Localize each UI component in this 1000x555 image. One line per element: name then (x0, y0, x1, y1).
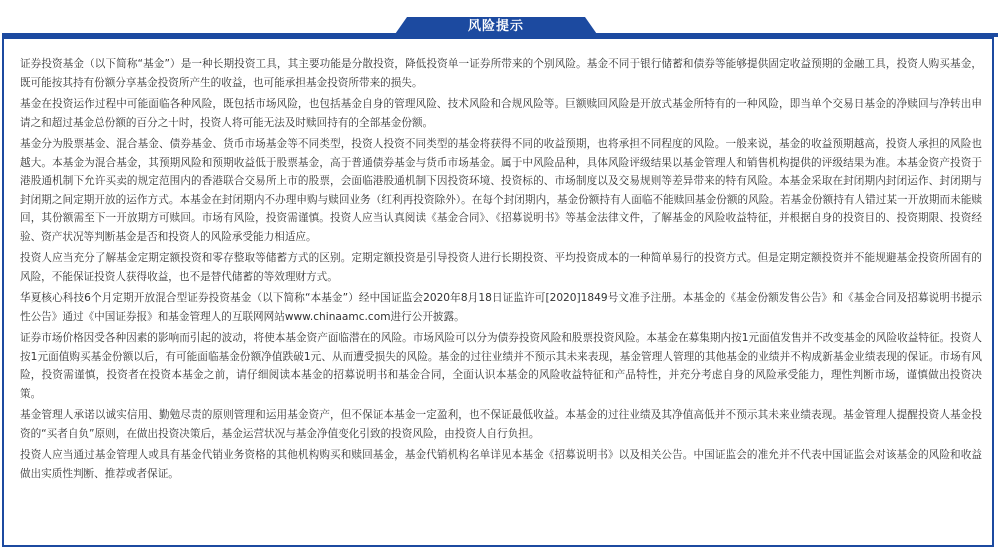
paragraph-fund-intro: 证券投资基金（以下简称“基金”）是一种长期投资工具，其主要功能是分散投资，降低投资单一证券所带来的个别风险。基金不同于银行储蓄和债券等能够提供固定收益预期的金融工具，投资人购买基金，既可能按其持有份额分享基金投资所产生的收益，也可能承担基金投资所带来的损失。 (20, 58, 982, 89)
paragraph-market-risk: 证券市场价格因受各种因素的影响而引起的波动，将使本基金资产面临潜在的风险。市场风险可以分为债券投资风险和股票投资风险。本基金在募集期内按1元面值发售并不改变基金的风险收益特征。投资人按1元面值购买基金份额以后，有可能面临基金份额净值跌破1元、从而遭受损失的风险。基金的过往业绩并不预示其未来表现，基金管理人管理的其他基金的业绩并不构成新基金业绩表现的保证。市场有风险，投资需谨慎，投资者在投资本基金之前，请仔细阅读本基金的招募说明书和基金合同，全面认识本基金的风险收益特征和产品特性，并充分考虑自身的风险承受能力，理性判断市场，谨慎做出投资决策。 (20, 332, 982, 400)
paragraph-manager-commitment: 基金管理人承诺以诚实信用、勤勉尽责的原则管理和运用基金资产，但不保证本基金一定盈利，也不保证最低收益。本基金的过往业绩及其净值高低并不预示其未来业绩表现。基金管理人提醒投资人基金投资的“买者自负”原则，在做出投资决策后，基金运营状况与基金净值变化引致的投资风险，由投资人自行负担。 (20, 409, 982, 440)
risk-notice-title: 风险提示 (467, 19, 524, 34)
paragraph-operation-risk: 基金在投资运作过程中可能面临各种风险，既包括市场风险，也包括基金自身的管理风险、技术风险和合规风险等。巨额赎回风险是开放式基金所特有的一种风险，即当单个交易日基金的净赎回与净转出申请之和超过基金总份额的百分之十时，投资人将可能无法及时赎回持有的全部基金份额。 (20, 98, 982, 129)
paragraph-purchase-channels: 投资人应当通过基金管理人或具有基金代销业务资格的其他机构购买和赎回基金，基金代销机构名单详见本基金《招募说明书》以及相关公告。中国证监会的准允并不代表中国证监会对该基金的风险和收益做出实质性判断、推荐或者保证。 (20, 449, 982, 480)
paragraph-registration: 华夏核心科技6个月定期开放混合型证券投资基金（以下简称“本基金”）经中国证监会2020年8月18日证监许可[2020]1849号文准予注册。本基金的《基金份额发售公告》和《基金合同及招募说明书提示性公告》通过《中国证券报》和基金管理人的互联网网站www.chinaamc.com进行公开披露。 (20, 292, 982, 323)
risk-notice-tab (393, 17, 599, 37)
paragraph-fixed-investment: 投资人应当充分了解基金定期定额投资和零存整取等储蓄方式的区别。定期定额投资是引导投资人进行长期投资、平均投资成本的一种简单易行的投资方式。但是定期定额投资并不能规避基金投资所固有的风险，不能保证投资人获得收益，也不是替代储蓄的等效理财方式。 (20, 252, 982, 283)
risk-notice-content (20, 55, 982, 486)
paragraph-fund-types: 基金分为股票基金、混合基金、债券基金、货币市场基金等不同类型，投资人投资不同类型的基金将获得不同的收益预期，也将承担不同程度的风险。一般来说，基金的收益预期越高，投资人承担的风险也越大。本基金为混合基金，其预期风险和预期收益低于股票基金，高于普通债券基金与货币市场基金。属于中风险品种，具体风险评级结果以基金管理人和销售机构提供的评级结果为准。本基金资产投资于港股通机制下允许买卖的规定范围内的香港联合交易所上市的股票，会面临港股通机制下因投资环境、投资标的、市场制度以及交易规则等差异带来的特有风险。本基金采取在封闭期内封闭运作、封闭期与封闭期之间定期开放的运作方式。本基金在封闭期内不办理申购与赎回业务（红利再投资除外）。在每个封闭期内，基金份额持有人面临不能赎回基金份额的风险。若基金份额持有人错过某一开放期而未能赎回，其份额需至下一开放期方可赎回。市场有风险，投资需谨慎。投资人应当认真阅读《基金合同》、《招募说明书》等基金法律文件，了解基金的风险收益特征，并根据自身的投资目的、投资期限、投资经验、资产状况等判断基金是否和投资人的风险承受能力相适应。 (20, 138, 982, 243)
